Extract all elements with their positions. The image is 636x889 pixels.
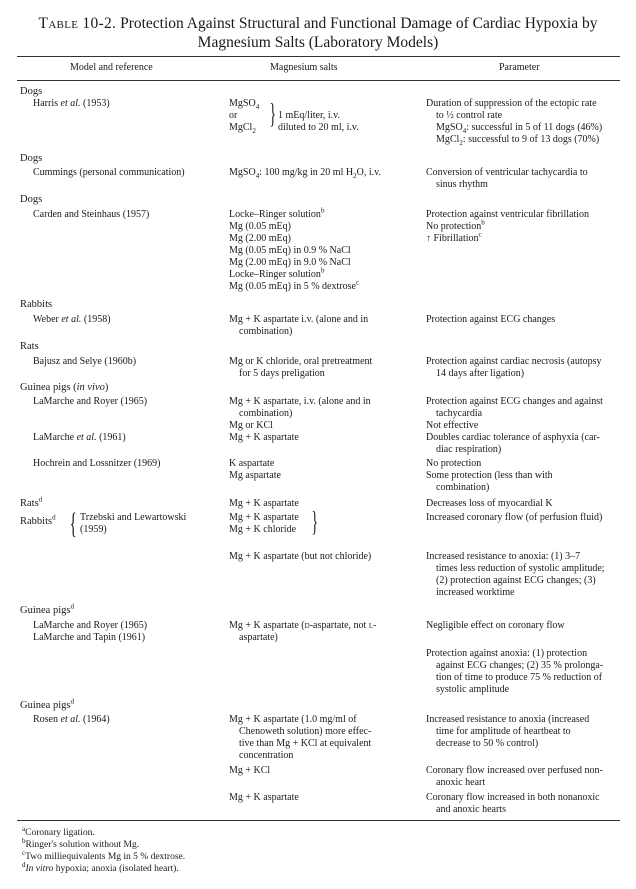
model-reference: Weber et al. (1958) xyxy=(33,314,111,325)
salt-line: combination) xyxy=(239,408,293,419)
parameter-line: decrease to 50 % control) xyxy=(436,738,539,749)
header-rule xyxy=(17,80,620,81)
parameter-line: No protection$^b$ xyxy=(426,218,485,232)
salt-line: Mg (2.00 mEq) xyxy=(229,233,291,244)
table-caption-line1: Protection Against Structural and Functional Damage of Cardiac Hypoxia by xyxy=(120,15,598,32)
parameter-line: MgSO$_4$: successful in 5 of 11 dogs (46%) xyxy=(436,122,603,135)
header-salts: Magnesium salts xyxy=(270,62,338,73)
parameter-line: diac respiration) xyxy=(436,444,502,455)
group-label: Guinea pigs$^d$ xyxy=(20,697,74,711)
parameter-line: Duration of suppression of the ectopic rate xyxy=(426,98,597,109)
parameter-line: No protection xyxy=(426,458,482,469)
parameter-line: Protection against cardiac necrosis (autopsy xyxy=(426,356,602,367)
model-reference: Rosen et al. (1964) xyxy=(33,714,110,725)
parameter-line: (2) protection against ECG changes; (3) xyxy=(436,575,596,586)
parameter-line: Coronary flow increased in both nonanoxic xyxy=(426,792,600,803)
parameter-line: Conversion of ventricular tachycardia to xyxy=(426,167,588,178)
model-reference: Cummings (personal communication) xyxy=(33,167,185,178)
parameter-line: to ½ control rate xyxy=(436,110,503,121)
parameter-line: Not effective xyxy=(426,420,479,431)
model-reference: LaMarche et al. (1961) xyxy=(33,432,126,443)
parameter-line: times less reduction of systolic amplitude; xyxy=(436,563,605,574)
salt-line: K aspartate xyxy=(229,458,275,469)
parameter-line: Increased resistance to anoxia: (1) 3–7 xyxy=(426,551,581,562)
table-number: Table 10-2. xyxy=(38,15,117,32)
salt-line: Mg or KCl xyxy=(229,420,273,431)
parameter-line: 14 days after ligation) xyxy=(436,368,525,379)
salt-line: Mg (0.05 mEq) xyxy=(229,221,291,232)
footnote: $^a$Coronary ligation. xyxy=(22,824,95,838)
model-reference: Harris et al. (1953) xyxy=(33,98,110,109)
parameter-line: tachycardia xyxy=(436,408,483,419)
parameter-line: combination) xyxy=(436,482,490,493)
parameter-line: tion of time to produce 75 % reduction of xyxy=(436,672,603,683)
group-label: Guinea pigs (in vivo) xyxy=(20,382,109,393)
parameter-line: sinus rhythm xyxy=(436,179,488,190)
group-label: Rabbits xyxy=(20,299,53,310)
salt-line: Mg + K chloride xyxy=(229,524,297,535)
parameter-line: against ECG changes; (2) 35 % prolonga- xyxy=(436,660,604,671)
group-label: Guinea pigs$^d$ xyxy=(20,602,74,616)
header-parameter: Parameter xyxy=(499,62,540,73)
parameter-line: increased worktime xyxy=(436,587,515,598)
salt-line: Mg + K aspartate i.v. (alone and in xyxy=(229,314,369,325)
salt-line: Mg + K aspartate (but not chloride) xyxy=(229,551,372,562)
salt-line: Mg + K aspartate xyxy=(229,432,299,443)
model-reference: LaMarche and Tapin (1961) xyxy=(33,632,146,643)
salt-line: aspartate) xyxy=(239,632,278,643)
parameter-line: Protection against anoxia: (1) protection xyxy=(426,648,588,659)
model-reference: LaMarche and Royer (1965) xyxy=(33,396,148,407)
salt-line: Mg + K aspartate xyxy=(229,792,299,803)
footnote: $^d$In vitro hypoxia; anoxia (isolated heart). xyxy=(22,860,179,874)
salt-line: Chenoweth solution) more effec- xyxy=(239,726,372,737)
brace: { xyxy=(69,507,77,540)
model-reference: Bajusz and Selye (1960b) xyxy=(33,356,137,367)
model-reference: (1959) xyxy=(80,524,107,535)
salt-line: Mg or K chloride, oral pretreatment xyxy=(229,356,373,367)
model-reference: Carden and Steinhaus (1957) xyxy=(33,209,150,220)
salt-line: Mg aspartate xyxy=(229,470,281,481)
parameter-line: and anoxic hearts xyxy=(436,804,506,815)
parameter-line: Coronary flow increased over perfused non- xyxy=(426,765,603,776)
model-reference: Trzebski and Lewartowski xyxy=(80,512,187,523)
salt-line: Mg (0.05 mEq) in 0.9 % NaCl xyxy=(229,245,351,256)
salt-line: Mg + K aspartate, i.v. (alone and in xyxy=(229,396,371,407)
salt-line: tive than Mg + KCl at equivalent xyxy=(239,738,372,749)
salt-line: or xyxy=(229,110,238,121)
group-label: Rats$^d$ xyxy=(20,495,43,509)
up-arrow-icon: ↑ xyxy=(426,233,431,244)
parameter-line: Increased resistance to anoxia (increased xyxy=(426,714,590,725)
group-label: Rats xyxy=(20,341,39,352)
dose-line: 1 mEq/liter, i.v. xyxy=(278,110,340,121)
salt-line: for 5 days preligation xyxy=(239,368,325,379)
parameter-line: MgCl$_2$: successful to 9 of 13 dogs (70%) xyxy=(436,134,600,147)
parameter-line: Negligible effect on coronary flow xyxy=(426,620,565,631)
group-label: Dogs xyxy=(20,153,43,164)
model-reference: Hochrein and Lossnitzer (1969) xyxy=(33,458,161,469)
brace: } xyxy=(269,99,277,130)
parameter-line: systolic amplitude xyxy=(436,684,510,695)
salt-line: Mg + KCl xyxy=(229,765,271,776)
parameter-line: Decreases loss of myocardial K xyxy=(426,498,553,509)
salt-line: concentration xyxy=(239,750,294,761)
footnote: $^c$Two milliequivalents Mg in 5 % dextrose. xyxy=(22,848,186,862)
salt-line: Mg + K aspartate xyxy=(229,512,299,523)
salt-line: Locke–Ringer solution$^b$ xyxy=(229,266,325,280)
salt-line: Mg + K aspartate (d-aspartate, not l- xyxy=(229,620,377,631)
salt-line: combination) xyxy=(239,326,293,337)
bottom-rule xyxy=(17,820,620,821)
parameter-line: ↑ Fibrillation$^c$ xyxy=(426,230,482,244)
group-label: Dogs xyxy=(20,194,43,205)
parameter-line: Protection against ventricular fibrillation xyxy=(426,209,590,220)
salt-line: Mg + K aspartate xyxy=(229,498,299,509)
parameter-line: time for amplitude of heartbeat to xyxy=(436,726,571,737)
group-label: Rabbits$^d$ xyxy=(20,513,56,527)
parameter-line: Some protection (less than with xyxy=(426,470,553,481)
salt-line: Locke–Ringer solution$^b$ xyxy=(229,206,325,220)
brace: } xyxy=(311,507,319,538)
salt-line: MgSO$_4$ xyxy=(229,98,260,111)
top-rule xyxy=(17,56,620,57)
parameter-line: Doubles cardiac tolerance of asphyxia (car- xyxy=(426,432,600,443)
footnote: $^b$Ringer's solution without Mg. xyxy=(22,836,140,850)
table-title xyxy=(10,14,626,52)
salt-line: Mg (0.05 mEq) in 5 % dextrose$^c$ xyxy=(229,278,360,292)
parameter-line: Protection against ECG changes xyxy=(426,314,556,325)
parameter-line: Protection against ECG changes and against xyxy=(426,396,603,407)
dose-line: diluted to 20 ml, i.v. xyxy=(278,122,359,133)
table-caption-line2: Magnesium Salts (Laboratory Models) xyxy=(197,34,439,51)
parameter-line: anoxic heart xyxy=(436,777,486,788)
salt-line: MgSO$_4$: 100 mg/kg in 20 ml $H_2O$, i.v. xyxy=(229,167,381,180)
header-model: Model and reference xyxy=(70,62,153,73)
model-reference: LaMarche and Royer (1965) xyxy=(33,620,148,631)
salt-line: Mg (2.00 mEq) in 9.0 % NaCl xyxy=(229,257,351,268)
salt-line: MgCl$_2$ xyxy=(229,122,256,135)
salt-line: Mg + K aspartate (1.0 mg/ml of xyxy=(229,714,357,725)
group-label: Dogs xyxy=(20,86,43,97)
parameter-line: Increased coronary flow (of perfusion fluid) xyxy=(426,512,603,523)
